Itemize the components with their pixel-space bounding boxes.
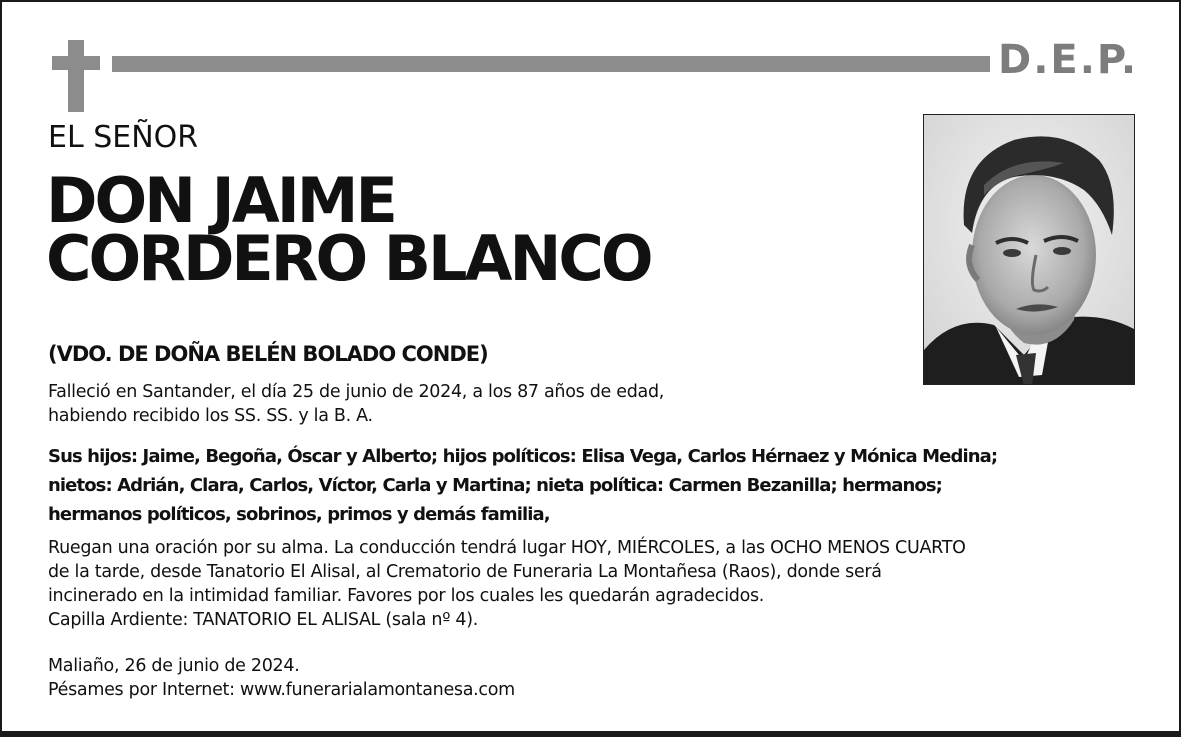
dep-label: D.E.P. <box>998 37 1139 83</box>
widow-of: (VDO. DE DOÑA BELÉN BOLADO CONDE) <box>48 342 488 366</box>
portrait-photo <box>923 114 1135 385</box>
portrait-image <box>924 115 1135 385</box>
honorific: EL SEÑOR <box>48 120 199 155</box>
place-date: Maliaño, 26 de junio de 2024. <box>48 656 300 676</box>
death-info-line: Falleció en Santander, el día 25 de junio de 2024, a los 87 años de edad, <box>48 382 665 402</box>
family-line: Sus hijos: Jaime, Begoña, Óscar y Alberto; hijos políticos: Elisa Vega, Carlos Hérnaez y Mónica Medina; <box>48 446 998 467</box>
cross-icon <box>52 40 100 112</box>
family-line: hermanos políticos, sobrinos, primos y demás familia, <box>48 504 550 525</box>
death-info <box>48 380 664 428</box>
request-line: Ruegan una oración por su alma. La conducción tendrá lugar HOY, MIÉRCOLES, a las OCHO MENOS CUARTO <box>48 538 966 558</box>
request-line: de la tarde, desde Tanatorio El Alisal, al Crematorio de Funeraria La Montañesa (Raos), donde será <box>48 562 882 582</box>
name-line-2: CORDERO BLANCO <box>46 222 651 295</box>
family-line: nietos: Adrián, Clara, Carlos, Víctor, Carla y Martina; nieta política: Carmen Bezanilla; hermanos; <box>48 475 942 496</box>
closing <box>48 654 515 702</box>
request-line: Capilla Ardiente: TANATORIO EL ALISAL (sala nº 4). <box>48 610 479 630</box>
request-line: incinerado en la intimidad familiar. Favores por los cuales les quedarán agradecidos. <box>48 586 765 606</box>
family-list <box>48 442 997 529</box>
deceased-name <box>46 164 651 295</box>
header-rule <box>112 56 990 72</box>
name-line-1: DON JAIME <box>46 164 395 237</box>
ceremony-request <box>48 536 966 632</box>
condolences-link[interactable]: Pésames por Internet: www.funerarialamontanesa.com <box>48 680 515 700</box>
death-info-line: habiendo recibido los SS. SS. y la B. A. <box>48 406 373 426</box>
